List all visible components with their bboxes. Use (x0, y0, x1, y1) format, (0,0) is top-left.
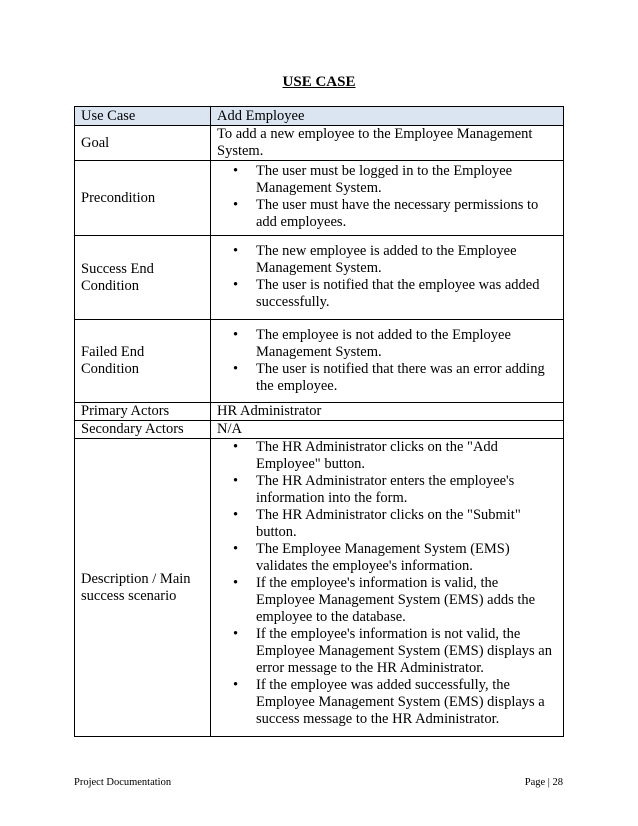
list-item (217, 277, 557, 311)
list-item-text: The HR Administrator clicks on the "Add Employee" button. (256, 439, 498, 472)
bullet-icon: • (233, 361, 239, 377)
bullet-icon: • (233, 677, 239, 693)
table-row-use-case (75, 107, 564, 126)
bullet-icon: • (233, 243, 239, 259)
footer-page-number: Page | 28 (524, 777, 563, 788)
table-row-secondary-actors (75, 421, 564, 439)
row-list-cell (211, 236, 564, 320)
row-label: Primary Actors (75, 403, 211, 421)
row-list-cell (211, 161, 564, 236)
row-list-cell (211, 439, 564, 737)
list-item-text: If the employee was added successfully, the Employee Management System (EMS) displays a success message to the HR Administrator. (256, 677, 545, 727)
list-item (217, 197, 557, 231)
list-item (217, 541, 557, 575)
row-label: Use Case (75, 107, 211, 126)
bullet-list (217, 327, 557, 395)
table-row-description (75, 439, 564, 737)
row-value: Add Employee (211, 107, 564, 126)
bullet-icon: • (233, 163, 239, 179)
use-case-table (74, 106, 564, 737)
list-item-text: The HR Administrator enters the employee's information into the form. (256, 473, 515, 506)
bullet-icon: • (233, 277, 239, 293)
bullet-icon: • (233, 575, 239, 591)
list-item (217, 626, 557, 677)
list-item-text: The HR Administrator clicks on the "Submit" button. (256, 507, 521, 540)
row-value: To add a new employee to the Employee Management System. (211, 126, 564, 161)
row-label: Success End Condition (75, 236, 211, 320)
list-item-text: The Employee Management System (EMS) validates the employee's information. (256, 541, 510, 574)
list-item-text: The user must be logged in to the Employee Management System. (256, 163, 513, 196)
list-item (217, 361, 557, 395)
list-item (217, 473, 557, 507)
bullet-list (217, 243, 557, 311)
table-row-primary-actors (75, 403, 564, 421)
row-label: Goal (75, 126, 211, 161)
bullet-icon: • (233, 626, 239, 642)
list-item (217, 163, 557, 197)
bullet-list (217, 163, 557, 231)
table-row-success-end (75, 236, 564, 320)
footer-document-title: Project Documentation (74, 777, 172, 788)
list-item (217, 439, 557, 473)
list-item-text: The user is notified that the employee was added successfully. (256, 277, 540, 310)
list-item (217, 677, 557, 728)
list-item-text: If the employee's information is valid, the Employee Management System (EMS) adds the employee to the database. (256, 575, 536, 625)
bullet-icon: • (233, 473, 239, 489)
list-item (217, 575, 557, 626)
row-label: Description / Main success scenario (75, 439, 211, 737)
list-item (217, 507, 557, 541)
list-item-text: The employee is not added to the Employee Management System. (256, 327, 511, 360)
list-item-text: If the employee's information is not valid, the Employee Management System (EMS) displays an error message to the HR Administrator. (256, 626, 552, 676)
row-value: N/A (211, 421, 564, 439)
row-label: Secondary Actors (75, 421, 211, 439)
row-value: HR Administrator (211, 403, 564, 421)
list-item-text: The new employee is added to the Employee Management System. (256, 243, 517, 276)
list-item-text: The user is notified that there was an error adding the employee. (256, 361, 545, 394)
table-row-failed-end (75, 320, 564, 403)
list-item (217, 327, 557, 361)
bullet-list (217, 439, 557, 728)
list-item-text: The user must have the necessary permissions to add employees. (256, 197, 539, 230)
list-item (217, 243, 557, 277)
row-label: Failed End Condition (75, 320, 211, 403)
bullet-icon: • (233, 439, 239, 455)
table-row-goal (75, 126, 564, 161)
page-heading: USE CASE (282, 74, 356, 90)
bullet-icon: • (233, 507, 239, 523)
row-list-cell (211, 320, 564, 403)
table-row-precondition (75, 161, 564, 236)
row-label: Precondition (75, 161, 211, 236)
bullet-icon: • (233, 541, 239, 557)
bullet-icon: • (233, 327, 239, 343)
bullet-icon: • (233, 197, 239, 213)
